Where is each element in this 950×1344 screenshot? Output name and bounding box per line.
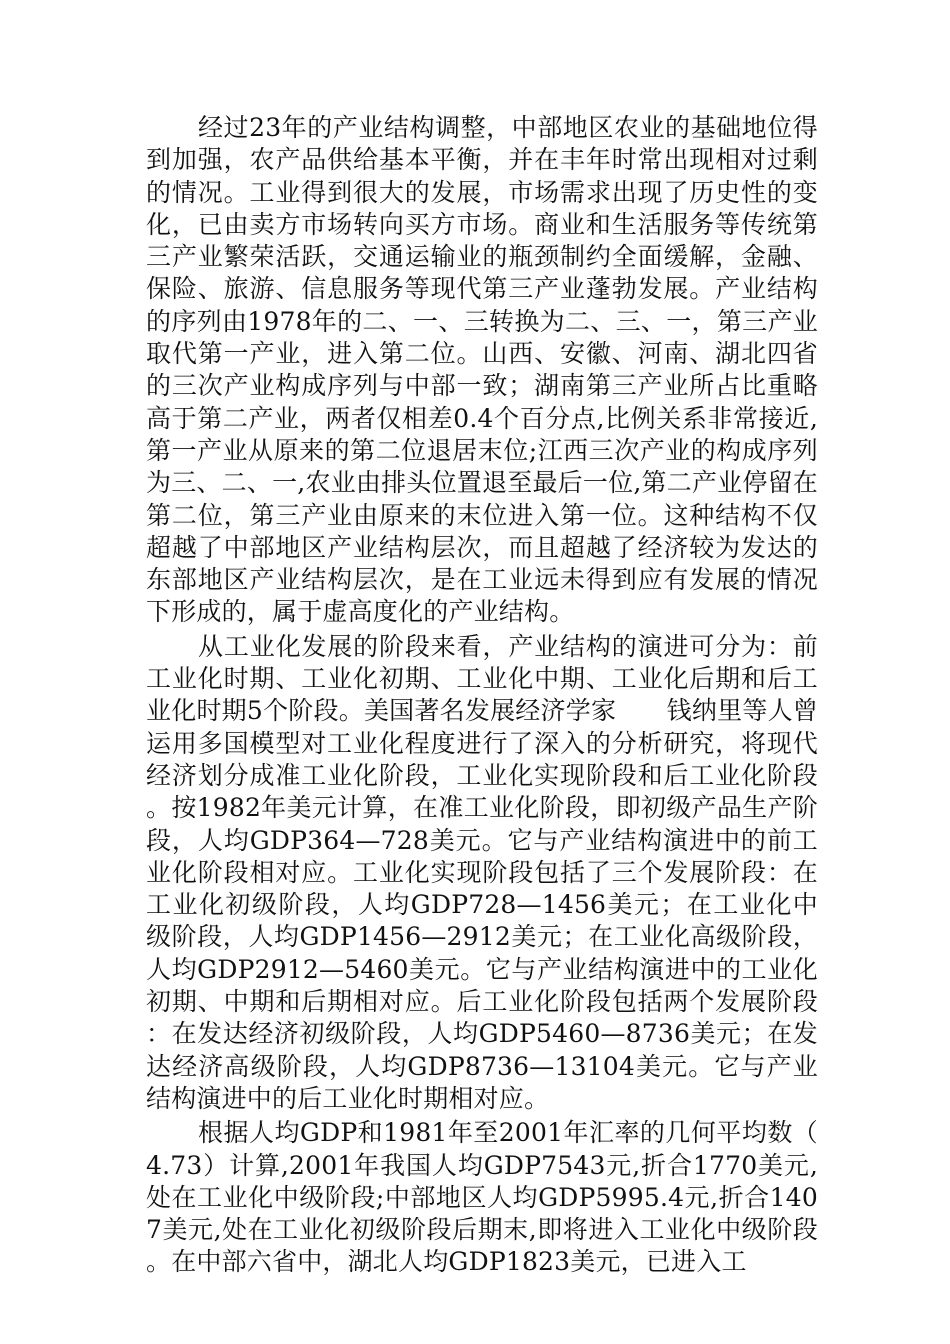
paragraph-industrialization-stages: 从工业化发展的阶段来看，产业结构的演进可分为：前工业化时期、工业化初期、工业化中期、工业化后期和后工业化时期5个阶段。美国著名发展经济学家 钱纳里等人曾运用多国模型对工业化程度进行了深入的分析研究，将现代经济划分成准工业化阶段，工业化实现阶段和后工业化阶段。按1982年美元计算，在准工业化阶段，即初级产品生产阶段，人均GDP364—728美元。它与产业结构演进中的前工业化阶段相对应。工业化实现阶段包括了三个发展阶段：在工业化初级阶段，人均GDP728—1456美元；在工业化中级阶段，人均GDP1456—2912美元；在工业化高级阶段，人均GDP2912—5460美元。它与产业结构演进中的工业化初期、中期和后期相对应。后工业化阶段包括两个发展阶段：在发达经济初级阶段，人均GDP5460—8736美元；在发达经济高级阶段，人均GDP8736—13104美元。它与产业结构演进中的后工业化时期相对应。 (146, 631, 818, 1113)
paragraph-industrial-structure-adjustment: 经过23年的产业结构调整，中部地区农业的基础地位得到加强，农产品供给基本平衡，并在丰年时常出现相对过剩的情况。工业得到很大的发展，市场需求出现了历史性的变化，已由卖方市场转向买方市场。商业和生活服务等传统第三产业繁荣活跃，交通运输业的瓶颈制约全面缓解，金融、保险、旅游、信息服务等现代第三产业蓬勃发展。产业结构的序列由1978年的二、一、三转换为二、三、一，第三产业取代第一产业，进入第二位。山西、安徽、河南、湖北四省的三次产业构成序列与中部一致；湖南第三产业所占比重略高于第二产业，两者仅相差0.4个百分点,比例关系非常接近,第一产业从原来的第二位退居末位;江西三次产业的构成序列为三、二、一,农业由排头位置退至最后一位,第二产业停留在第二位，第三产业由原来的末位进入第一位。这种结构不仅超越了中部地区产业结构层次，而且超越了经济较为发达的东部地区产业结构层次，是在工业远未得到应有发展的情况下形成的，属于虚高度化的产业结构。 (146, 113, 818, 627)
paragraph-per-capita-gdp: 根据人均GDP和1981年至2001年汇率的几何平均数（4.73）计算,2001年我国人均GDP7543元,折合1770美元,处在工业化中级阶段;中部地区人均GDP5995.4元,折合1407美元,处在工业化初级阶段后期末,即将进入工业化中级阶段。在中部六省中，湖北人均GDP1823美元，已进入工 (146, 1118, 818, 1277)
document-body (146, 112, 818, 1279)
